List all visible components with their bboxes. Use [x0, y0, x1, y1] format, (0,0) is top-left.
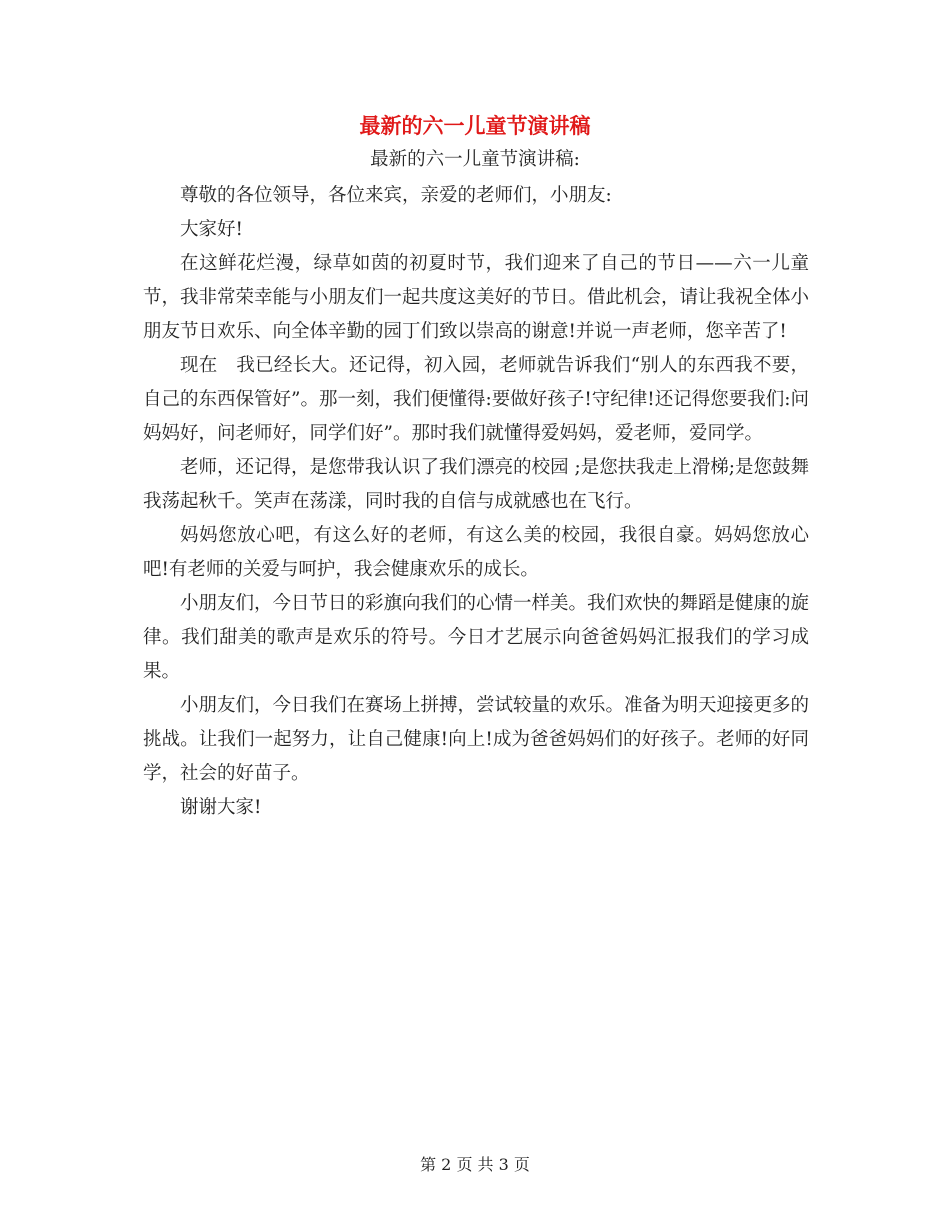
paragraph-competition: 小朋友们，今日我们在赛场上拼搏，尝试较量的欢乐。准备为明天迎接更多的挑战。让我们一起努力，让自己健康!向上!成为爸爸妈妈们的好孩子。老师的好同学，社会的好苗子。: [143, 695, 810, 784]
paragraph-mother: 妈妈您放心吧，有这么好的老师，有这么美的校园，我很自豪。妈妈您放心吧!有老师的关爱与呵护，我会健康欢乐的成长。: [143, 525, 809, 580]
paragraph-festival: 小朋友们，今日节日的彩旗向我们的心情一样美。我们欢快的舞蹈是健康的旋律。我们甜美的歌声是欢乐的符号。今日才艺展示向爸爸妈妈汇报我们的学习成果。: [143, 593, 810, 682]
paragraph-salutation: 尊敬的各位领导，各位来宾，亲爱的老师们，小朋友:: [180, 185, 612, 206]
page-number-footer: 第 2 页 共 3 页: [420, 1155, 530, 1174]
paragraph-teacher: 老师，还记得，是您带我认识了我们漂亮的校园 ;是您扶我走上滑梯;是您鼓舞我荡起秋千。笑声在荡漾，同时我的自信与成就感也在飞行。: [143, 457, 809, 512]
document-title: 最新的六一儿童节演讲稿: [359, 113, 591, 138]
paragraph-opening: 在这鲜花烂漫，绿草如茵的初夏时节，我们迎来了自己的节日——六一儿童节，我非常荣幸能与小朋友们一起共度这美好的节日。借此机会，请让我祝全体小朋友节日欢乐、向全体辛勤的园丁们致以崇高的谢意!并说一声老师，您辛苦了!: [143, 253, 810, 342]
document-body: [143, 179, 809, 825]
document-subtitle: 最新的六一儿童节演讲稿:: [370, 149, 580, 170]
paragraph-thanks: 谢谢大家!: [180, 797, 262, 818]
paragraph-growing-up: 现在 我已经长大。还记得，初入园，老师就告诉我们“别人的东西我不要，自己的东西保管好”。那一刻，我们便懂得:要做好孩子!守纪律!还记得您要我们:问妈妈好，问老师好，同学们好”。那时我们就懂得爱妈妈，爱老师，爱同学。: [143, 355, 809, 444]
paragraph-greeting: 大家好!: [180, 219, 243, 240]
